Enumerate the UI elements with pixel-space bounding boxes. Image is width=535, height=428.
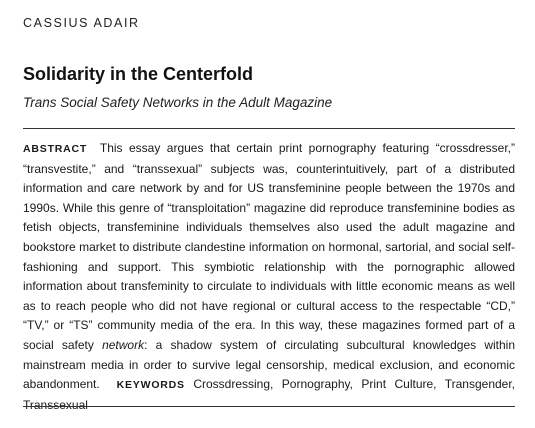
bottom-divider — [23, 406, 515, 407]
top-divider — [23, 128, 515, 129]
article-subtitle: Trans Social Safety Networks in the Adult Magazine — [23, 95, 333, 110]
abstract-label: ABSTRACT — [23, 143, 88, 155]
abstract-emphasis: network — [102, 337, 145, 352]
keywords-label: KEYWORDS — [116, 379, 185, 392]
author-name: CASSIUS ADAIR — [23, 16, 140, 30]
article-title: Solidarity in the Centerfold — [23, 64, 254, 84]
abstract-text-part1: This essay argues that certain print pornography featuring “crossdresser,” “transvestite,” and “transsexual” subjects was, counterintuitively, part of a distributed information and care network by and for US transfeminine people between the 1970s and 1990s. While this genre of “transploitation” magazine did reproduce transfeminine bodies as fetish objects, transfeminine individuals themselves also used the adult magazine and bookstore market to distribute clandestine information on hormonal, sartorial, and social self-fashioning and support. This symbiotic relationship with the pornographic allowed information about transfeminity to circulate to individuals with little economic means as well as to reach people who did not have regional or cultural access to the respectable “CD,” “TV,” or “TS” community media of the era. In this way, these magazines formed part of a social safety — [23, 141, 516, 352]
abstract-text-part2: : a shadow system of circulating subcultural knowledges within mainstream media in order to survive legal censorship, medical exclusion, and economic abandonment. — [23, 337, 515, 392]
abstract-block — [23, 139, 515, 415]
keywords-list: Crossdressing, Pornography, Print Culture, Transgender, Transsexual — [23, 377, 516, 412]
